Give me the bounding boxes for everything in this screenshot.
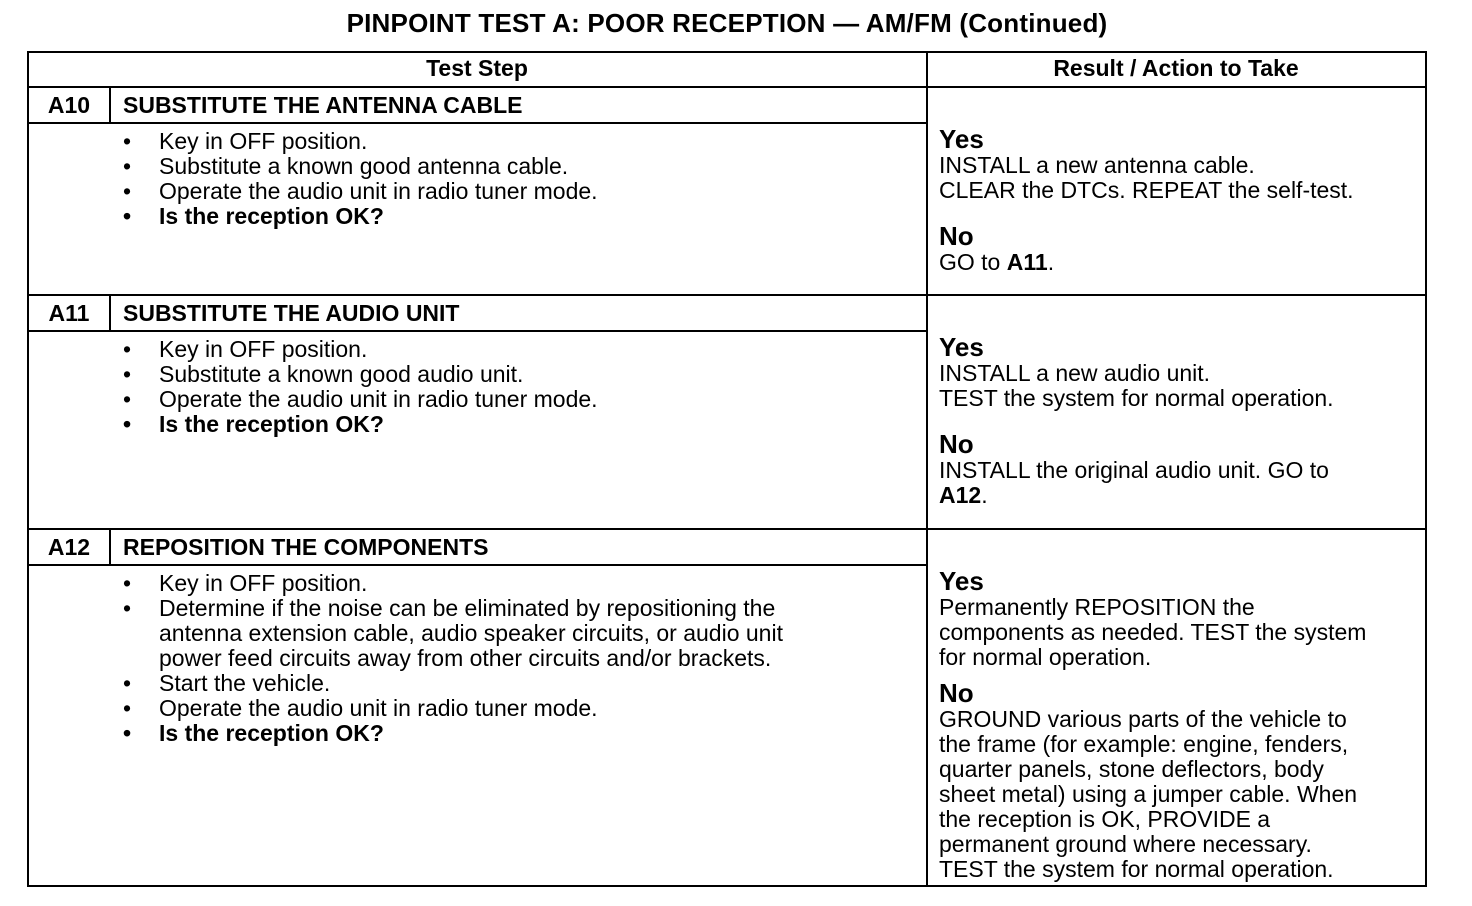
- yes-label: Yes: [939, 124, 984, 154]
- step-title-divider-a11: [27, 330, 927, 332]
- column-divider: [926, 51, 928, 887]
- yes-action-line: components as needed. TEST the system: [939, 619, 1367, 645]
- step-question: • Is the reception OK?: [123, 412, 923, 437]
- list-item: • Key in OFF position.: [123, 129, 923, 154]
- list-item: • Operate the audio unit in radio tuner mode.: [123, 696, 923, 721]
- list-item: • Key in OFF position.: [123, 337, 923, 362]
- step-reference: A12: [939, 482, 982, 508]
- yes-label: Yes: [939, 566, 984, 596]
- yes-label: Yes: [939, 332, 984, 362]
- pinpoint-test-table: [27, 51, 1427, 887]
- no-action-line: permanent ground where necessary.: [939, 831, 1312, 857]
- step-instructions-a12: [123, 571, 923, 746]
- no-label: No: [939, 221, 974, 251]
- no-action-line: sheet metal) using a jumper cable. When: [939, 781, 1358, 807]
- no-action-line: the frame (for example: engine, fenders,: [939, 731, 1349, 757]
- result-a10: [939, 126, 1419, 275]
- list-item: • Key in OFF position.: [123, 571, 923, 596]
- no-action: INSTALL the original audio unit. GO to: [939, 457, 1329, 483]
- no-action-line: quarter panels, stone deflectors, body: [939, 756, 1324, 782]
- header-result-action: Result / Action to Take: [1053, 55, 1299, 81]
- page-title: PINPOINT TEST A: POOR RECEPTION — AM/FM (Continued): [346, 8, 1108, 38]
- header-divider: [27, 86, 1427, 88]
- step-id-a10: A10: [47, 92, 91, 118]
- step-instructions-a10: [123, 129, 923, 229]
- table-border-bottom: [27, 885, 1427, 887]
- row-divider-a10: [27, 294, 1427, 296]
- yes-action-line: Permanently REPOSITION the: [939, 594, 1255, 620]
- table-border-right: [1425, 51, 1427, 887]
- yes-action-line: TEST the system for normal operation.: [939, 385, 1334, 411]
- yes-action-line: CLEAR the DTCs. REPEAT the self-test.: [939, 177, 1354, 203]
- result-a12: [939, 568, 1419, 882]
- no-action-line: TEST the system for normal operation.: [939, 856, 1334, 882]
- header-test-step: Test Step: [426, 55, 528, 81]
- list-item: [123, 596, 923, 671]
- no-action: GO to A11.: [939, 249, 1055, 275]
- list-item: • Start the vehicle.: [123, 671, 923, 696]
- step-title-a12: REPOSITION THE COMPONENTS: [123, 534, 489, 560]
- list-item-line: antenna extension cable, audio speaker circuits, or audio unit: [159, 620, 783, 646]
- no-label: No: [939, 429, 974, 459]
- list-item: • Substitute a known good audio unit.: [123, 362, 923, 387]
- list-item: • Operate the audio unit in radio tuner mode.: [123, 179, 923, 204]
- table-border-top: [27, 51, 1427, 53]
- step-title-a11: SUBSTITUTE THE AUDIO UNIT: [123, 300, 460, 326]
- step-title-divider-a10: [27, 122, 927, 124]
- no-action-ref: A12.: [939, 482, 988, 508]
- no-label: No: [939, 678, 974, 708]
- step-instructions-a11: [123, 337, 923, 437]
- step-id-a12: A12: [47, 534, 91, 560]
- step-id-a11: A11: [48, 300, 90, 326]
- yes-action-line: INSTALL a new audio unit.: [939, 360, 1211, 386]
- step-title-divider-a12: [27, 564, 927, 566]
- list-item-line: power feed circuits away from other circuits and/or brackets.: [159, 645, 772, 671]
- row-divider-a11: [27, 528, 1427, 530]
- no-action-line: the reception is OK, PROVIDE a: [939, 806, 1271, 832]
- list-item: • Operate the audio unit in radio tuner mode.: [123, 387, 923, 412]
- list-item-line: Determine if the noise can be eliminated by repositioning the: [159, 595, 776, 621]
- step-question: • Is the reception OK?: [123, 721, 923, 746]
- list-item: • Substitute a known good antenna cable.: [123, 154, 923, 179]
- yes-action-line: INSTALL a new antenna cable.: [939, 152, 1255, 178]
- no-action-line: GROUND various parts of the vehicle to: [939, 706, 1347, 732]
- yes-action-line: for normal operation.: [939, 644, 1152, 670]
- step-question: • Is the reception OK?: [123, 204, 923, 229]
- table-border-left: [27, 51, 29, 887]
- step-reference: A11: [1006, 249, 1048, 275]
- result-a11: [939, 334, 1419, 508]
- step-title-a10: SUBSTITUTE THE ANTENNA CABLE: [123, 92, 523, 118]
